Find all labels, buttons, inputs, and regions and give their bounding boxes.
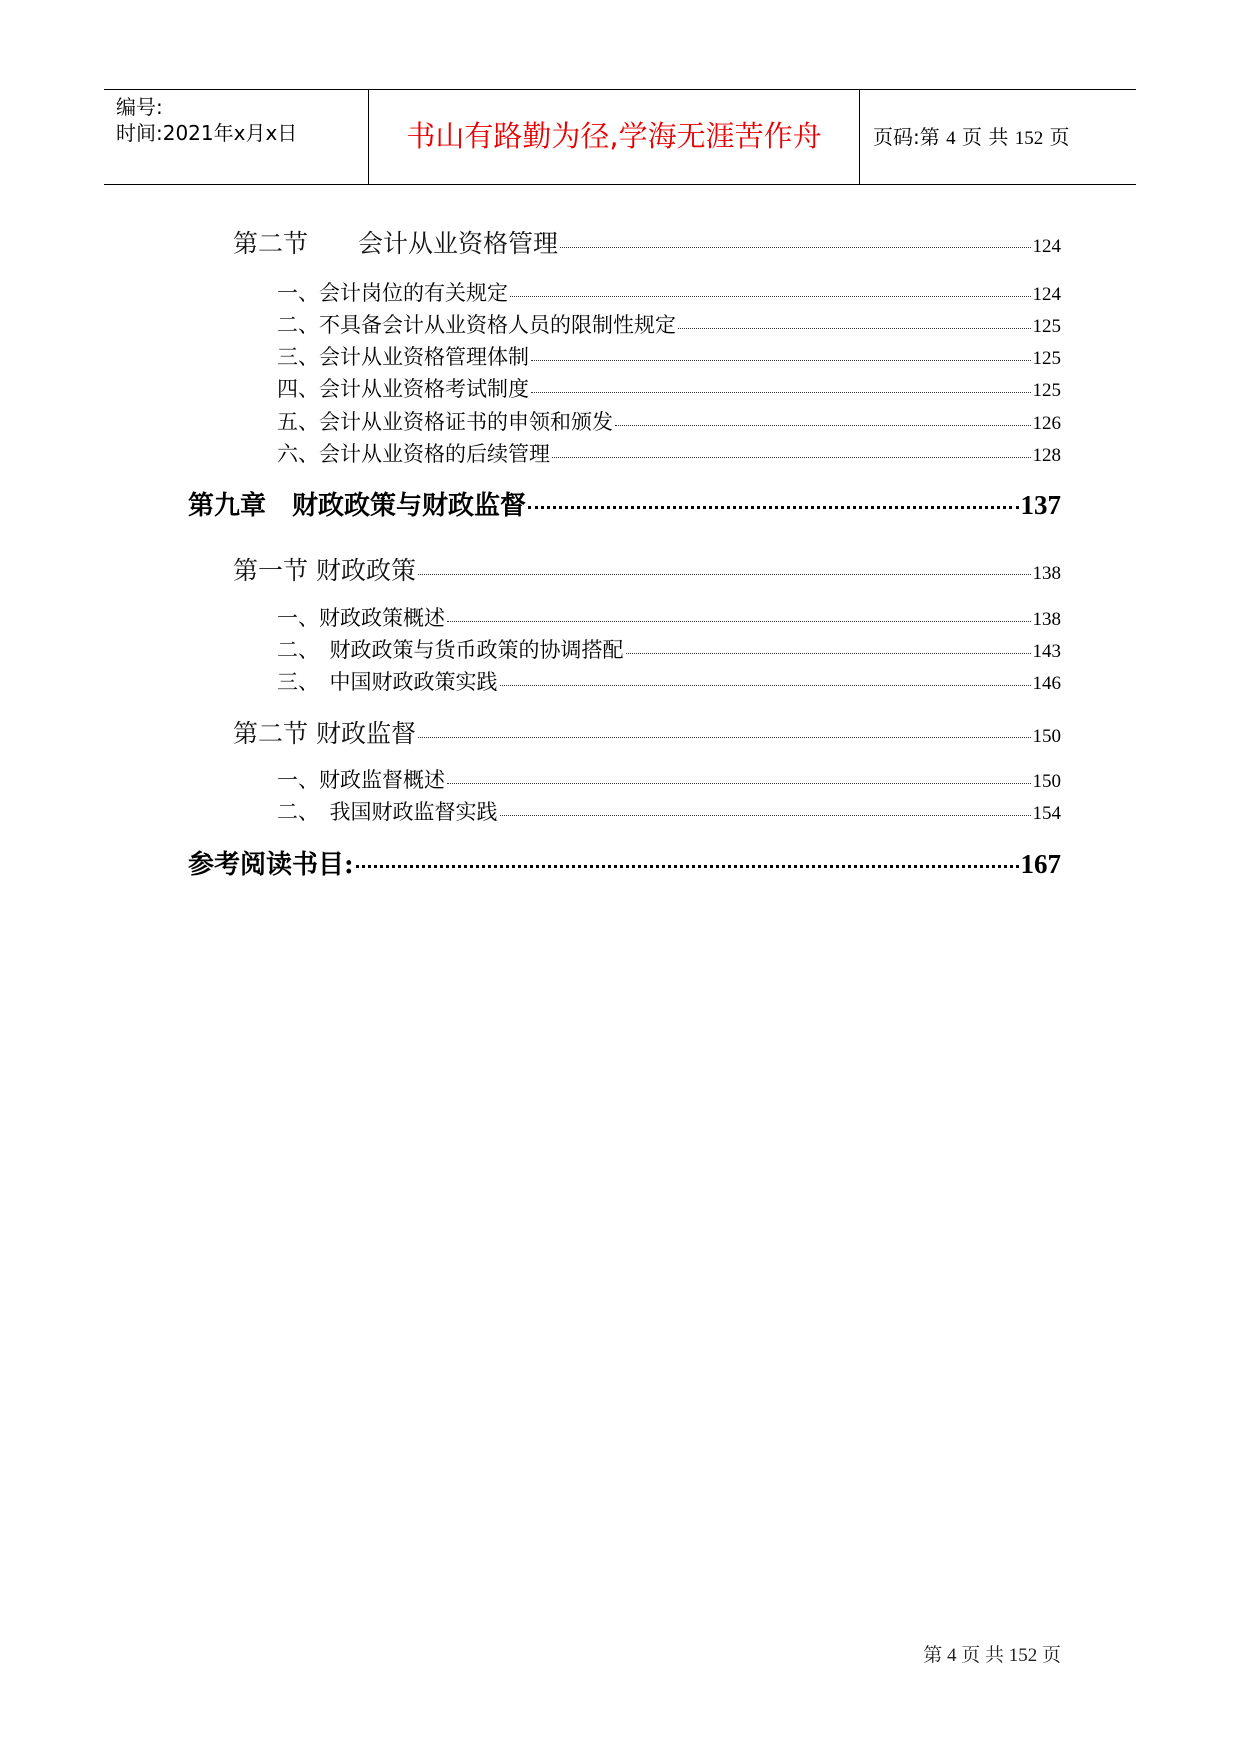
toc-page-number: 138: [1032, 609, 1061, 630]
toc-leader-dots: [531, 339, 1031, 361]
toc-item-title: 二、 财政政策与货币政策的协调搭配: [277, 638, 624, 662]
toc-leader-dots: [552, 436, 1031, 458]
toc-item-entry[interactable]: [277, 635, 1061, 666]
page-label-prefix: 页码:第: [873, 125, 940, 149]
toc-section-title: 第一节 财政政策: [233, 556, 416, 585]
toc-item-title: 二、不具备会计从业资格人员的限制性规定: [277, 313, 676, 337]
toc-page-number: 143: [1032, 641, 1061, 662]
toc-page-number: 128: [1032, 445, 1061, 466]
toc-references-title: 参考阅读书目:: [188, 850, 354, 880]
toc-leader-dots: [500, 664, 1031, 686]
toc-leader-dots: [447, 600, 1031, 622]
toc-item-entry[interactable]: [277, 374, 1061, 405]
toc-section-entry[interactable]: [233, 226, 1061, 263]
toc-chapter-entry[interactable]: [188, 485, 1061, 523]
header-page-cell: [861, 90, 1136, 184]
toc-item-entry[interactable]: [277, 797, 1061, 828]
toc-page-number: 137: [1020, 490, 1061, 520]
page-label-suffix: 页: [1049, 125, 1070, 149]
toc-leader-dots: [418, 712, 1031, 738]
toc-leader-dots: [615, 404, 1031, 426]
toc-page-number: 167: [1020, 849, 1061, 879]
toc-item-title: 一、财政监督概述: [277, 768, 445, 792]
toc-leader-dots: [447, 762, 1031, 784]
toc-leader-dots: [528, 480, 1018, 509]
document-time-label: 时间:2021年x月x日: [116, 121, 298, 145]
page-label-mid: 页 共: [961, 125, 1009, 149]
toc-section-title: 第二节 会计从业资格管理: [233, 229, 559, 258]
toc-item-entry[interactable]: [277, 310, 1061, 341]
toc-page-number: 146: [1032, 673, 1061, 694]
toc-leader-dots: [418, 549, 1031, 575]
toc-item-entry[interactable]: [277, 603, 1061, 634]
toc-item-title: 一、财政政策概述: [277, 606, 445, 630]
toc-item-entry[interactable]: [277, 407, 1061, 438]
header-motto: 书山有路勤为径,学海无涯苦作舟: [406, 119, 822, 153]
toc-leader-dots: [678, 307, 1031, 329]
toc-item-title: 一、会计岗位的有关规定: [277, 281, 508, 305]
toc-page-number: 124: [1032, 236, 1061, 257]
toc-item-title: 五、会计从业资格证书的申领和颁发: [277, 410, 613, 434]
toc-leader-dots: [510, 275, 1031, 297]
toc-section-entry[interactable]: [233, 553, 1061, 590]
toc-page-number: 124: [1032, 284, 1061, 305]
toc-section-title: 第二节 财政监督: [233, 719, 416, 748]
toc-page-number: 125: [1032, 316, 1061, 337]
page-total: 152: [1014, 128, 1044, 149]
toc-item-entry[interactable]: [277, 342, 1061, 373]
toc-leader-dots: [626, 632, 1031, 654]
toc-leader-dots: [356, 839, 1019, 868]
toc-chapter-title: 第九章 财政政策与财政监督: [188, 491, 527, 521]
toc-section-entry[interactable]: [233, 716, 1061, 753]
toc-item-title: 三、 中国财政政策实践: [277, 670, 498, 694]
toc-page-number: 150: [1032, 771, 1061, 792]
page-header: [104, 89, 1136, 185]
document-number-label: 编号:: [116, 95, 163, 119]
header-left-cell: [104, 90, 369, 184]
toc-leader-dots: [560, 222, 1030, 248]
toc-item-title: 四、会计从业资格考试制度: [277, 377, 529, 401]
toc-item-entry[interactable]: [277, 278, 1061, 309]
header-page-code: [873, 124, 1070, 152]
toc-leader-dots: [531, 371, 1031, 393]
toc-item-entry[interactable]: [277, 439, 1061, 470]
toc-page-number: 125: [1032, 348, 1061, 369]
page-footer: 第 4 页 共 152 页: [923, 1645, 1061, 1666]
page-current: 4: [946, 128, 956, 149]
header-motto-cell: [369, 90, 860, 184]
toc-item-title: 六、会计从业资格的后续管理: [277, 442, 550, 466]
toc-item-entry[interactable]: [277, 667, 1061, 698]
toc-item-title: 二、 我国财政监督实践: [277, 800, 498, 824]
toc-leader-dots: [500, 794, 1031, 816]
toc-page-number: 138: [1032, 563, 1061, 584]
toc-page-number: 150: [1032, 726, 1061, 747]
toc-item-entry[interactable]: [277, 765, 1061, 796]
toc-item-title: 三、会计从业资格管理体制: [277, 345, 529, 369]
toc-references-entry[interactable]: [188, 844, 1061, 882]
toc-page-number: 125: [1032, 380, 1061, 401]
toc-page-number: 154: [1032, 803, 1061, 824]
toc-page-number: 126: [1032, 413, 1061, 434]
